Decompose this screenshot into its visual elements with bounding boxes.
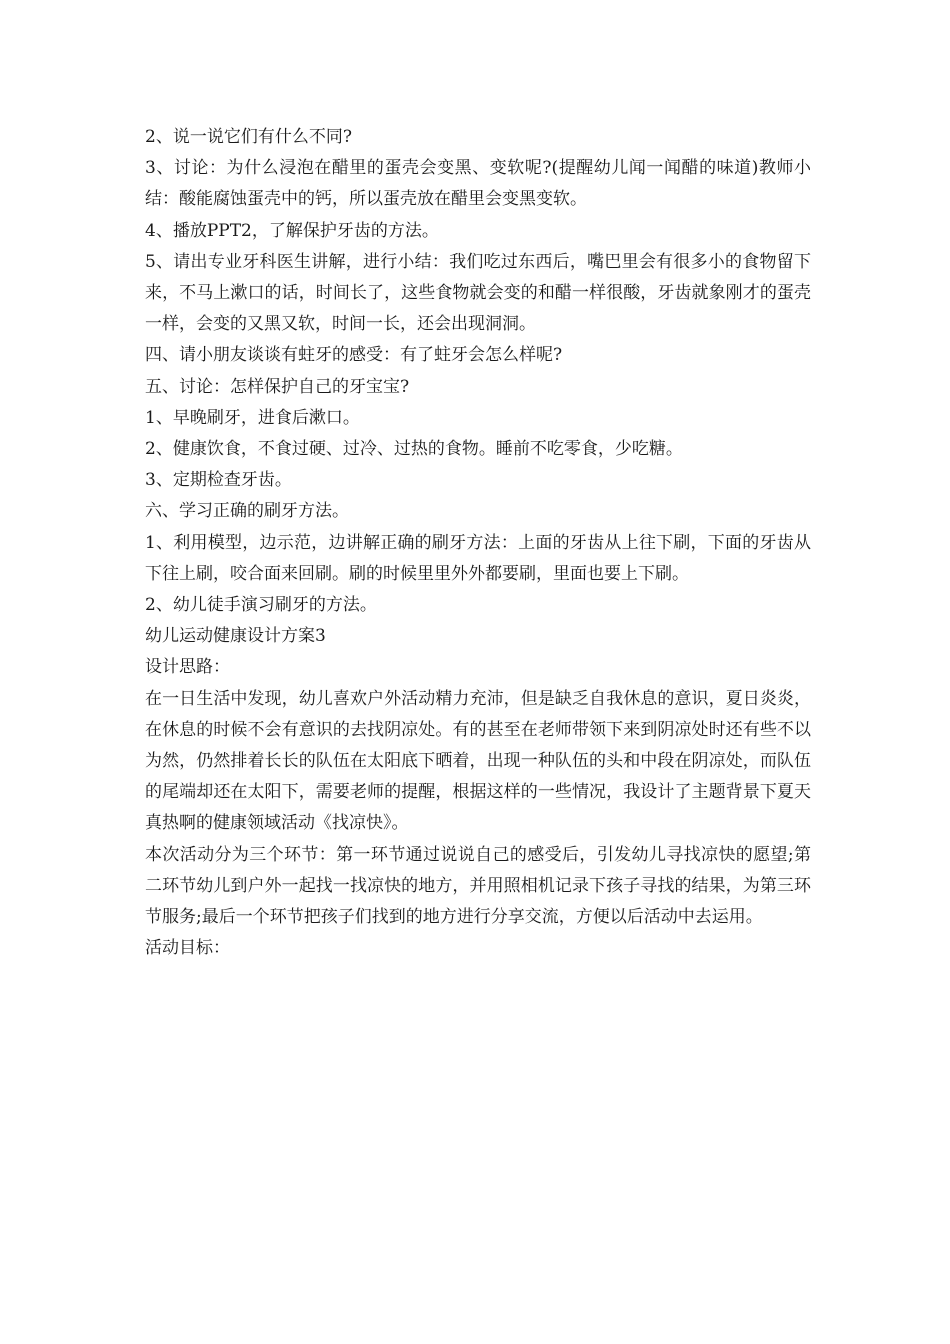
document-title: 幼儿运动健康设计方案3 (145, 626, 326, 647)
paragraph: 本次活动分为三个环节：第一环节通过说说自己的感受后，引发幼儿寻找凉快的愿望;第二环节幼儿到户外一起找一找凉快的地方，并用照相机记录下孩子寻找的结果，为第三环节服务;最后一个环节把孩子们找到的地方进行分享交流，方便以后活动中去运用。 (145, 844, 811, 928)
list-item: 1、利用模型，边示范，边讲解正确的刷牙方法：上面的牙齿从上往下刷，下面的牙齿从下往上刷，咬合面来回刷。刷的时候里里外外都要刷，里面也要上下刷。 (145, 532, 811, 584)
paragraph: 2、说一说它们有什么不同? (145, 127, 352, 147)
section-heading: 六、学习正确的刷牙方法。 (145, 501, 349, 522)
paragraph: 4、播放PPT2，了解保护牙齿的方法。 (145, 220, 439, 241)
paragraph: 3、讨论：为什么浸泡在醋里的蛋壳会变黑、变软呢?(提醒幼儿闻一闻醋的味道)教师小结：酸能腐蚀蛋壳中的钙，所以蛋壳放在醋里会变黑变软。 (145, 158, 811, 210)
section-heading: 设计思路： (145, 657, 230, 678)
list-item: 3、定期检查牙齿。 (145, 470, 292, 491)
list-item: 1、早晚刷牙，进食后漱口。 (145, 407, 360, 428)
list-item: 2、幼儿徒手演习刷牙的方法。 (145, 595, 377, 616)
section-heading: 活动目标： (145, 938, 230, 959)
document-page (145, 122, 811, 964)
paragraph: 在一日生活中发现，幼儿喜欢户外活动精力充沛，但是缺乏自我休息的意识，夏日炎炎，在休息的时候不会有意识的去找阴凉处。有的甚至在老师带领下来到阴凉处时还有些不以为然，仍然排着长长的队伍在太阳底下晒着，出现一种队伍的头和中段在阴凉处，而队伍的尾端却还在太阳下，需要老师的提醒，根据这样的一些情况，我设计了主题背景下夏天真热啊的健康领域活动《找凉快》。 (145, 688, 811, 834)
section-heading: 四、请小朋友谈谈有蛀牙的感受：有了蛀牙会怎么样呢? (145, 345, 563, 366)
section-heading: 五、讨论：怎样保护自己的牙宝宝? (145, 376, 410, 397)
list-item: 2、健康饮食，不食过硬、过冷、过热的食物。睡前不吃零食，少吃糖。 (145, 439, 683, 460)
paragraph: 5、请出专业牙科医生讲解，进行小结：我们吃过东西后，嘴巴里会有很多小的食物留下来，不马上漱口的话，时间长了，这些食物就会变的和醋一样很酸，牙齿就象刚才的蛋壳一样，会变的又黑又软，时间一长，还会出现洞洞。 (145, 251, 811, 335)
